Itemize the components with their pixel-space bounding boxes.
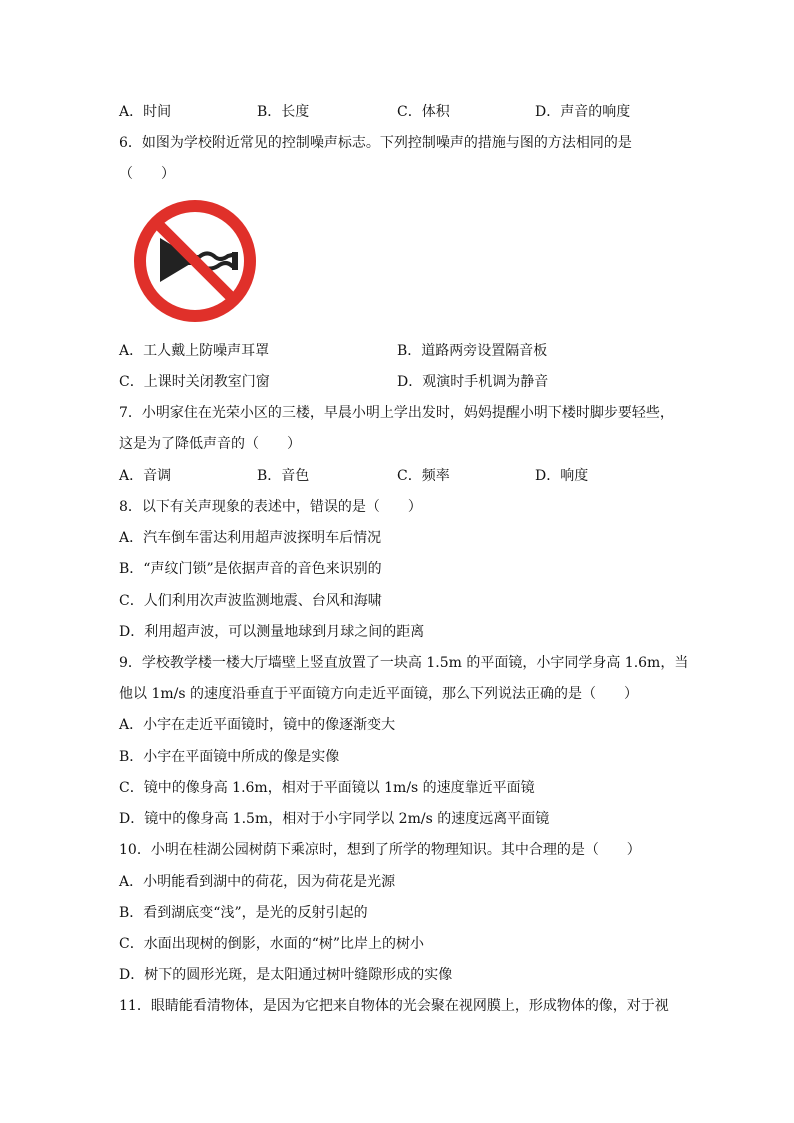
q9-stem-line-2: 他以 1m/s 的速度沿垂直于平面镜方向走近平面镜，那么下列说法正确的是（ ） bbox=[119, 686, 638, 702]
q7-option-d[interactable]: D．响度 bbox=[535, 468, 589, 484]
q6-option-d[interactable]: D．观演时手机调为静音 bbox=[397, 374, 549, 390]
q6-stem: 6．如图为学校附近常见的控制噪声标志。下列控制噪声的措施与图的方法相同的是 bbox=[119, 135, 632, 151]
q8-option-d[interactable]: D．利用超声波，可以测量地球到月球之间的距离 bbox=[119, 624, 425, 640]
q5-option-d[interactable]: D．声音的响度 bbox=[535, 104, 631, 120]
q9-option-b[interactable]: B．小宇在平面镜中所成的像是实像 bbox=[119, 749, 340, 765]
q7-option-c[interactable]: C．频率 bbox=[397, 468, 450, 484]
q11-stem-line-1: 11．眼睛能看清物体，是因为它把来自物体的光会聚在视网膜上，形成物体的像，对于视 bbox=[119, 998, 669, 1014]
q5-option-b[interactable]: B．长度 bbox=[257, 104, 310, 120]
q10-stem: 10．小明在桂湖公园树荫下乘凉时，想到了所学的物理知识。其中合理的是（ ） bbox=[119, 842, 641, 858]
q8-option-b[interactable]: B．“声纹门锁”是依据声音的音色来识别的 bbox=[119, 561, 382, 577]
q10-option-c[interactable]: C．水面出现树的倒影，水面的“树”比岸上的树小 bbox=[119, 936, 425, 952]
q6-answer-blank: （ ） bbox=[119, 166, 175, 182]
q6-option-c[interactable]: C．上课时关闭教室门窗 bbox=[119, 374, 270, 390]
q8-option-c[interactable]: C．人们利用次声波监测地震、台风和海啸 bbox=[119, 593, 382, 609]
q9-option-a[interactable]: A．小宇在走近平面镜时，镜中的像逐渐变大 bbox=[119, 717, 396, 733]
q9-option-d[interactable]: D．镜中的像身高 1.5m，相对于小宇同学以 2m/s 的速度远离平面镜 bbox=[119, 811, 550, 827]
q8-stem: 8．以下有关声现象的表述中，错误的是（ ） bbox=[119, 499, 422, 515]
q9-stem-line-1: 9．学校教学楼一楼大厅墙壁上竖直放置了一块高 1.5m 的平面镜，小宇同学身高 1.6m，当 bbox=[119, 655, 689, 671]
q9-option-c[interactable]: C．镜中的像身高 1.6m，相对于平面镜以 1m/s 的速度靠近平面镜 bbox=[119, 780, 535, 796]
q10-option-d[interactable]: D．树下的圆形光斑，是太阳通过树叶缝隙形成的实像 bbox=[119, 967, 453, 983]
q10-option-b[interactable]: B．看到湖底变“浅”，是光的反射引起的 bbox=[119, 905, 368, 921]
q7-option-a[interactable]: A．音调 bbox=[119, 468, 172, 484]
q8-option-a[interactable]: A．汽车倒车雷达利用超声波探明车后情况 bbox=[119, 530, 382, 546]
no-horn-sign-icon bbox=[132, 198, 258, 324]
q6-option-a[interactable]: A．工人戴上防噪声耳罩 bbox=[119, 343, 270, 359]
q7-stem-line-2: 这是为了降低声音的（ ） bbox=[119, 436, 301, 452]
q7-option-b[interactable]: B．音色 bbox=[257, 468, 310, 484]
q7-stem-line-1: 7．小明家住在光荣小区的三楼，早晨小明上学出发时，妈妈提醒小明下楼时脚步要轻些， bbox=[119, 405, 674, 421]
q5-option-a[interactable]: A．时间 bbox=[119, 104, 172, 120]
q10-option-a[interactable]: A．小明能看到湖中的荷花，因为荷花是光源 bbox=[119, 874, 396, 890]
q6-option-b[interactable]: B．道路两旁设置隔音板 bbox=[397, 343, 548, 359]
q5-option-c[interactable]: C．体积 bbox=[397, 104, 450, 120]
